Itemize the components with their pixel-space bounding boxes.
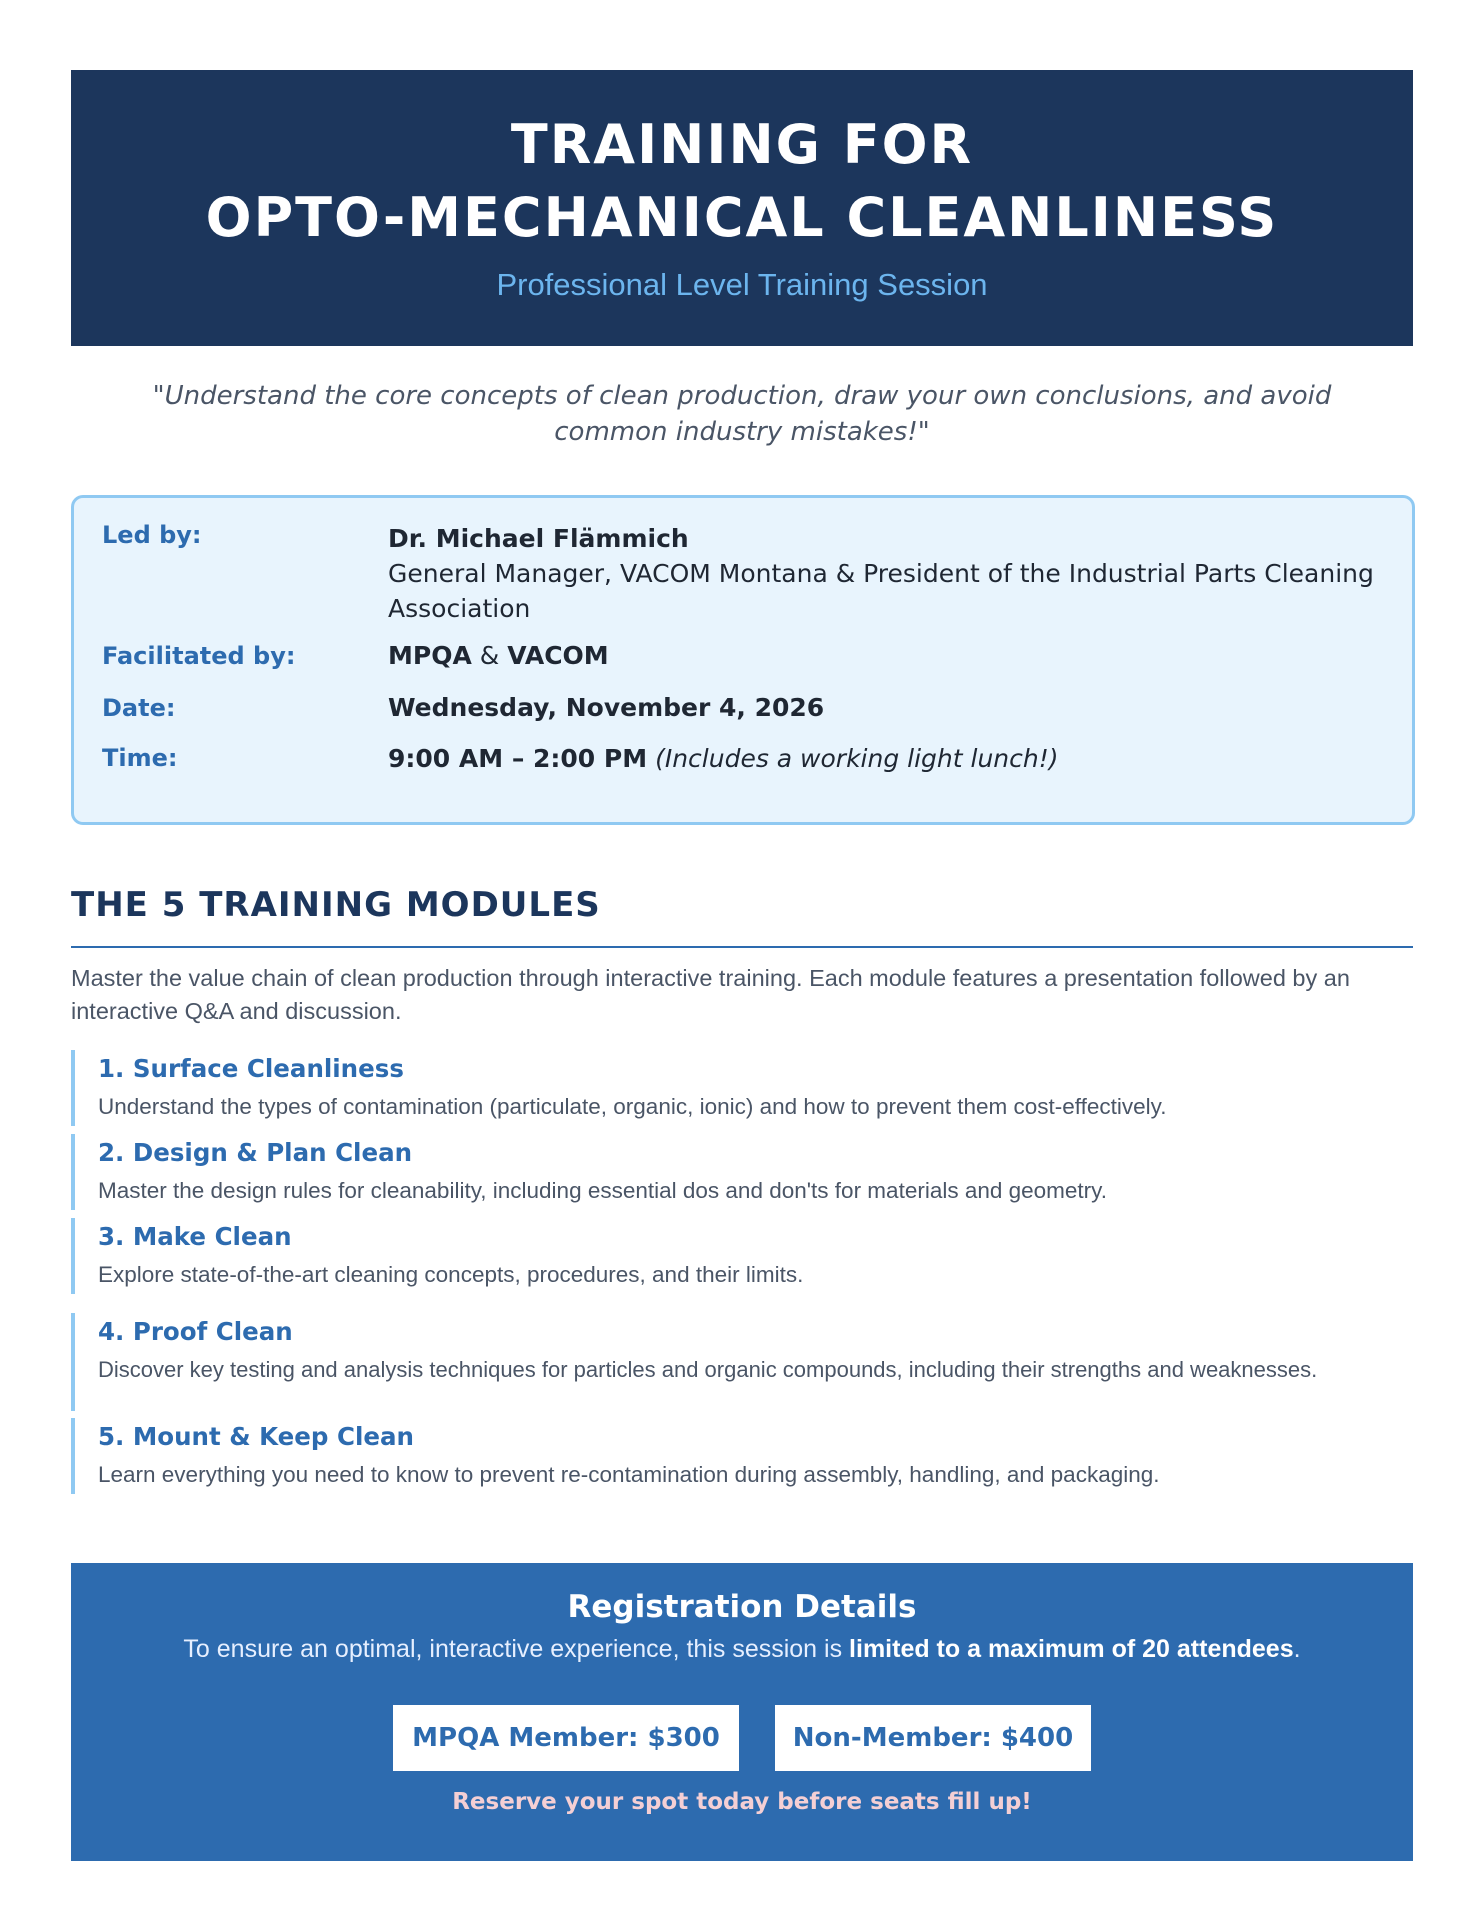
- module-description: Discover key testing and analysis techniques for particles and organic compounds, including their strengths and weaknesses.: [98, 1357, 1318, 1382]
- module-description: Understand the types of contamination (particulate, organic, ionic) and how to prevent them cost-effectively.: [98, 1094, 1167, 1119]
- module-description: Master the design rules for cleanability, including essential dos and don'ts for materials and geometry.: [98, 1178, 1107, 1203]
- instructor-role: General Manager, VACOM Montana & President of the Industrial Parts Cleaning Association: [388, 559, 1374, 623]
- module-item: [71, 1313, 1317, 1411]
- instructor-name: Dr. Michael Flämmich: [388, 524, 689, 553]
- date-label: Date:: [102, 694, 176, 722]
- led-by-label: Led by:: [102, 521, 202, 549]
- page-title-line1: TRAINING FOR: [510, 113, 974, 176]
- facilitated-label: Facilitated by:: [102, 642, 296, 670]
- module-item: [71, 1218, 803, 1294]
- registration-cta: Reserve your spot today before seats fill up!: [452, 1789, 1032, 1815]
- nonmember-price-badge: Non-Member: $400: [775, 1705, 1091, 1771]
- modules-heading: THE 5 TRAINING MODULES: [71, 885, 601, 925]
- facilitator-mpqa: MPQA: [388, 641, 472, 670]
- registration-panel: [71, 1563, 1413, 1861]
- tagline-quote: "Understand the core concepts of clean production, draw your own conclusions, and avoid common industry mistakes!": [152, 381, 1332, 447]
- time-note: (Includes a working light lunch!): [655, 744, 1059, 773]
- registration-text: To ensure an optimal, interactive experience, this session is limited to a maximum of 20 attendees.: [183, 1635, 1301, 1663]
- module-title: 5. Mount & Keep Clean: [98, 1422, 414, 1451]
- module-item: [71, 1050, 1167, 1126]
- module-description: Explore state-of-the-art cleaning concepts, procedures, and their limits.: [98, 1262, 804, 1287]
- time-label: Time:: [102, 744, 178, 772]
- member-price-badge: MPQA Member: $300: [393, 1705, 739, 1771]
- module-item: [71, 1418, 1160, 1494]
- module-title: 2. Design & Plan Clean: [98, 1138, 413, 1167]
- page-title-line2: OPTO-MECHANICAL CLEANLINESS: [205, 186, 1279, 249]
- modules-intro: Master the value chain of clean production through interactive training. Each module features a presentation followed by an interactive Q&A and discussion.: [71, 965, 1350, 1024]
- session-info-box: [71, 495, 1415, 825]
- facilitator-vacom: VACOM: [507, 641, 609, 670]
- facilitator-ampersand: &: [471, 641, 508, 670]
- time-value: 9:00 AM – 2:00 PM: [388, 744, 648, 773]
- header-banner: [71, 70, 1413, 346]
- module-title: 1. Surface Cleanliness: [98, 1054, 404, 1083]
- attendee-limit: limited to a maximum of 20 attendees: [849, 1635, 1294, 1663]
- registration-title: Registration Details: [567, 1589, 917, 1625]
- module-item: [71, 1134, 1107, 1210]
- page-subtitle: Professional Level Training Session: [496, 267, 988, 302]
- module-title: 3. Make Clean: [98, 1222, 292, 1251]
- module-description: Learn everything you need to know to prevent re-contamination during assembly, handling, and packaging.: [98, 1462, 1160, 1487]
- date-value: Wednesday, November 4, 2026: [388, 693, 825, 722]
- module-title: 4. Proof Clean: [98, 1317, 293, 1346]
- heading-divider: [71, 946, 1413, 948]
